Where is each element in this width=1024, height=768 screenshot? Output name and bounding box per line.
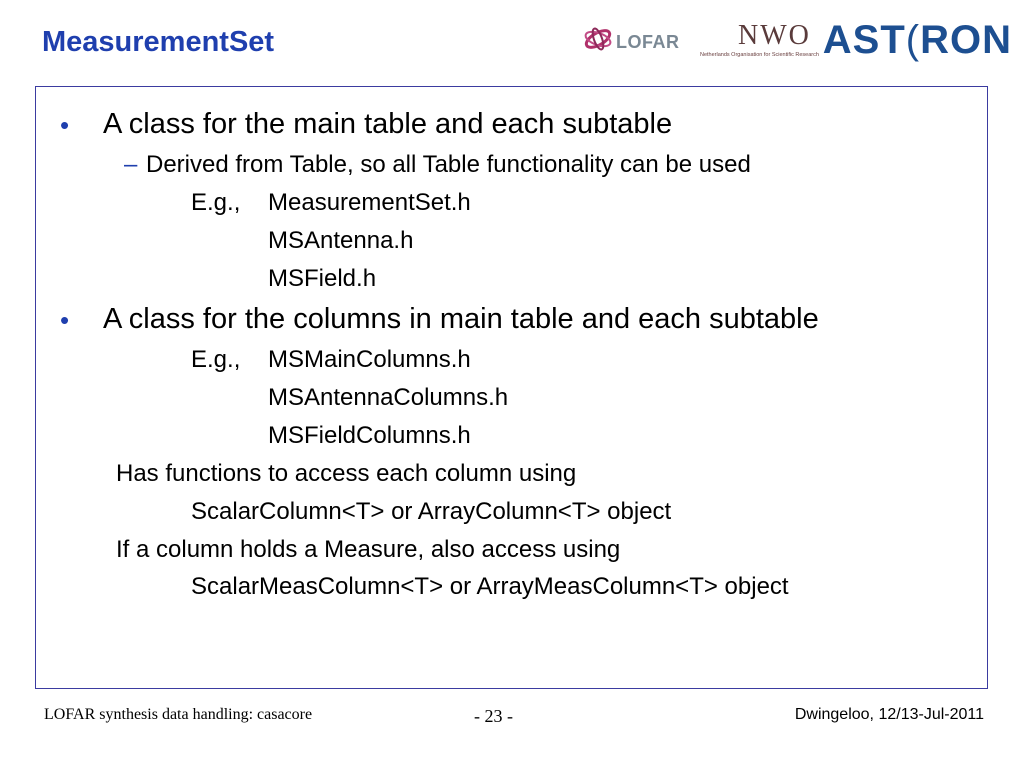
- bullet-icon: •: [60, 110, 70, 140]
- footer-left-text: LOFAR synthesis data handling: casacore: [44, 706, 313, 723]
- example-1-item: MSAntenna.h: [268, 227, 414, 254]
- paragraph-2-text: If a column holds a Measure, also access using: [116, 536, 621, 563]
- example-2-item: MSAntennaColumns.h: [268, 384, 509, 411]
- example-2-label: E.g.,: [191, 346, 241, 373]
- slide-title: MeasurementSet: [42, 26, 275, 58]
- paragraph-2-detail: ScalarMeasColumn<T> or ArrayMeasColumn<T> object: [191, 573, 789, 600]
- logo-bar: [582, 18, 1012, 64]
- nwo-logo-text: NWO: [738, 20, 811, 51]
- bullet-icon: •: [60, 305, 70, 335]
- example-2-item: MSMainColumns.h: [268, 346, 471, 373]
- paragraph-1-text: Has functions to access each column using: [116, 460, 577, 487]
- lofar-logo-text: LOFAR: [616, 32, 680, 52]
- example-1-item: MSField.h: [268, 265, 377, 292]
- page-number: - 23 -: [474, 706, 513, 726]
- lofar-logo-icon: [582, 24, 614, 54]
- astron-logo: AST(RON: [822, 18, 1012, 62]
- paragraph-1-detail: ScalarColumn<T> or ArrayColumn<T> object: [191, 498, 672, 525]
- example-1-label: E.g.,: [191, 189, 241, 216]
- bullet-1-sub-text: Derived from Table, so all Table functionality can be used: [146, 151, 751, 178]
- bullet-2-text: A class for the columns in main table and each subtable: [103, 303, 819, 335]
- footer-right-text: Dwingeloo, 12/13-Jul-2011: [794, 706, 984, 723]
- nwo-logo-subtitle: Netherlands Organisation for Scientific Research: [700, 52, 819, 58]
- bullet-1-text: A class for the main table and each subtable: [103, 108, 673, 140]
- example-1-item: MeasurementSet.h: [268, 189, 471, 216]
- example-2-item: MSFieldColumns.h: [268, 422, 471, 449]
- dash-icon: –: [124, 151, 138, 178]
